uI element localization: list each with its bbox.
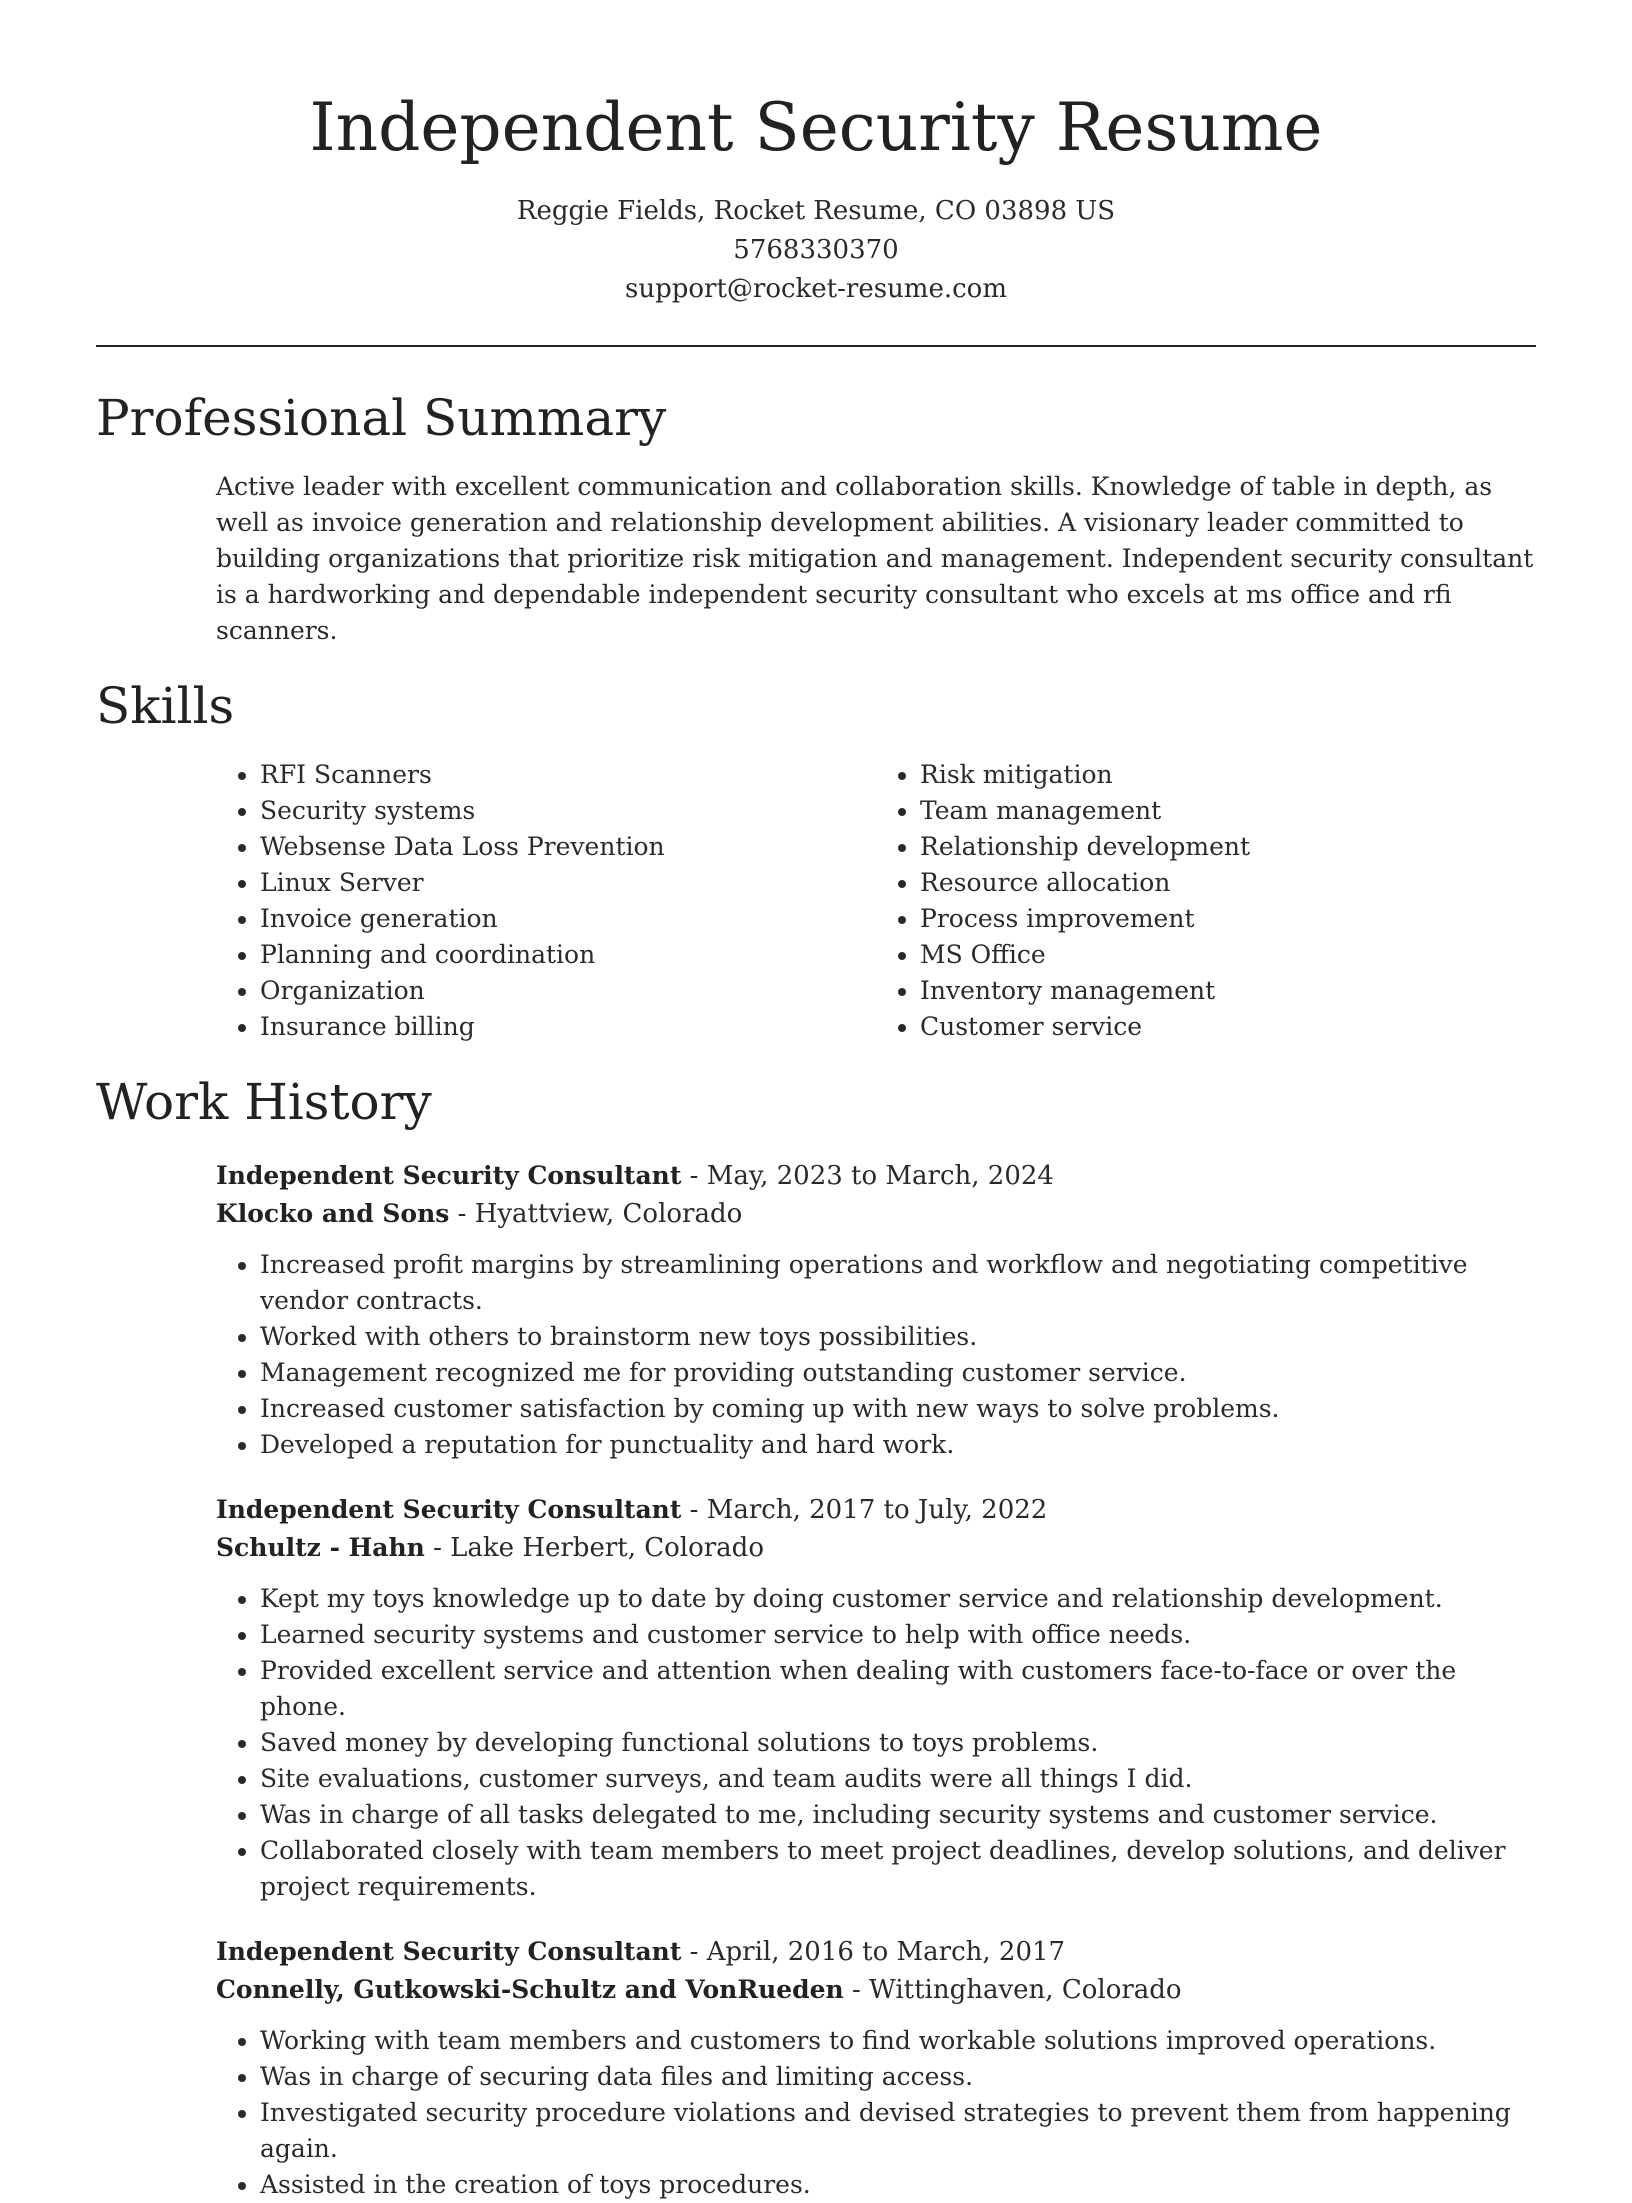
job-company: Klocko and Sons <box>216 1199 450 1228</box>
skills-column-right <box>876 757 1536 1045</box>
job-bullets <box>216 2023 1536 2203</box>
job-bullet: • Management recognized me for providing outstanding customer service. <box>260 1355 1536 1391</box>
skill-item: • Organization <box>260 973 876 1009</box>
job-bullet: • Increased profit margins by streamlining operations and workflow and negotiating competitive vendor contracts. <box>260 1247 1536 1319</box>
job-bullet: • Investigated security procedure violations and devised strategies to prevent them from happening again. <box>260 2095 1536 2167</box>
skill-item: • Inventory management <box>920 973 1536 1009</box>
summary-text: Active leader with excellent communication and collaboration skills. Knowledge of table in depth, as well as invoice generation and relationship development abilities. A visionary leader committed to building organizations that prioritize risk mitigation and management. Independent security consultant is a hardworking and dependable independent security consultant who excels at ms office and rfi scanners. <box>216 472 1534 645</box>
skill-item: • Resource allocation <box>920 865 1536 901</box>
job-company: Schultz - Hahn <box>216 1533 425 1562</box>
skill-item: • Insurance billing <box>260 1009 876 1045</box>
skill-item: • MS Office <box>920 937 1536 973</box>
job-company-line <box>216 1971 1536 2009</box>
contact-phone: 5768330370 <box>733 235 899 265</box>
skills-column-left <box>216 757 876 1045</box>
skills-list <box>216 757 1536 1045</box>
skill-item: • RFI Scanners <box>260 757 876 793</box>
job-entry <box>216 1933 1536 2203</box>
job-bullet: • Was in charge of securing data files and limiting access. <box>260 2059 1536 2095</box>
job-location: - Wittinghaven, Colorado <box>843 1975 1182 2005</box>
job-title: Independent Security Consultant <box>216 1495 682 1524</box>
job-company-line <box>216 1195 1536 1233</box>
resume-title: Independent Security Resume <box>309 89 1323 166</box>
job-dates: - March, 2017 to July, 2022 <box>681 1495 1048 1525</box>
job-bullet: • Developed a reputation for punctuality and hard work. <box>260 1427 1536 1463</box>
job-dates: - April, 2016 to March, 2017 <box>681 1937 1066 1967</box>
job-title-line <box>216 1933 1536 1971</box>
skill-item: • Customer service <box>920 1009 1536 1045</box>
skill-item: • Risk mitigation <box>920 757 1536 793</box>
header-divider <box>96 345 1536 347</box>
job-entry <box>216 1491 1536 1905</box>
job-bullets <box>216 1581 1536 1905</box>
job-bullets <box>216 1247 1536 1463</box>
skill-item: • Team management <box>920 793 1536 829</box>
skill-item: • Linux Server <box>260 865 876 901</box>
job-company-line <box>216 1529 1536 1567</box>
job-bullet: • Learned security systems and customer service to help with office needs. <box>260 1617 1536 1653</box>
job-bullet: • Worked with others to brainstorm new toys possibilities. <box>260 1319 1536 1355</box>
work-history-heading: Work History <box>96 1073 432 1131</box>
contact-email: support@rocket-resume.com <box>624 274 1007 304</box>
job-bullet: • Working with team members and customers to find workable solutions improved operations. <box>260 2023 1536 2059</box>
skill-item: • Relationship development <box>920 829 1536 865</box>
job-bullet: • Site evaluations, customer surveys, and team audits were all things I did. <box>260 1761 1536 1797</box>
job-company: Connelly, Gutkowski-Schultz and VonRueden <box>216 1975 844 2004</box>
job-entry <box>216 1157 1536 1463</box>
job-bullet: • Kept my toys knowledge up to date by doing customer service and relationship development. <box>260 1581 1536 1617</box>
skill-item: • Invoice generation <box>260 901 876 937</box>
job-bullet: • Provided excellent service and attention when dealing with customers face-to-face or over the phone. <box>260 1653 1536 1725</box>
job-bullet: • Saved money by developing functional solutions to toys problems. <box>260 1725 1536 1761</box>
job-title: Independent Security Consultant <box>216 1937 682 1966</box>
skill-item: • Security systems <box>260 793 876 829</box>
job-bullet: • Increased customer satisfaction by coming up with new ways to solve problems. <box>260 1391 1536 1427</box>
skill-item: • Process improvement <box>920 901 1536 937</box>
job-location: - Lake Herbert, Colorado <box>424 1533 764 1563</box>
job-title-line <box>216 1491 1536 1529</box>
skills-heading: Skills <box>96 677 235 735</box>
job-location: - Hyattview, Colorado <box>449 1199 743 1229</box>
skill-item: • Planning and coordination <box>260 937 876 973</box>
job-bullet: • Assisted in the creation of toys procedures. <box>260 2167 1536 2203</box>
resume-header <box>0 0 1632 309</box>
job-bullet: • Collaborated closely with team members to meet project deadlines, develop solutions, and deliver project requirements. <box>260 1833 1536 1905</box>
job-dates: - May, 2023 to March, 2024 <box>681 1161 1054 1191</box>
contact-address: Reggie Fields, Rocket Resume, CO 03898 US <box>516 196 1116 226</box>
job-bullet: • Was in charge of all tasks delegated to me, including security systems and customer service. <box>260 1797 1536 1833</box>
job-title: Independent Security Consultant <box>216 1161 682 1190</box>
job-title-line <box>216 1157 1536 1195</box>
skill-item: • Websense Data Loss Prevention <box>260 829 876 865</box>
summary-heading: Professional Summary <box>96 389 667 447</box>
